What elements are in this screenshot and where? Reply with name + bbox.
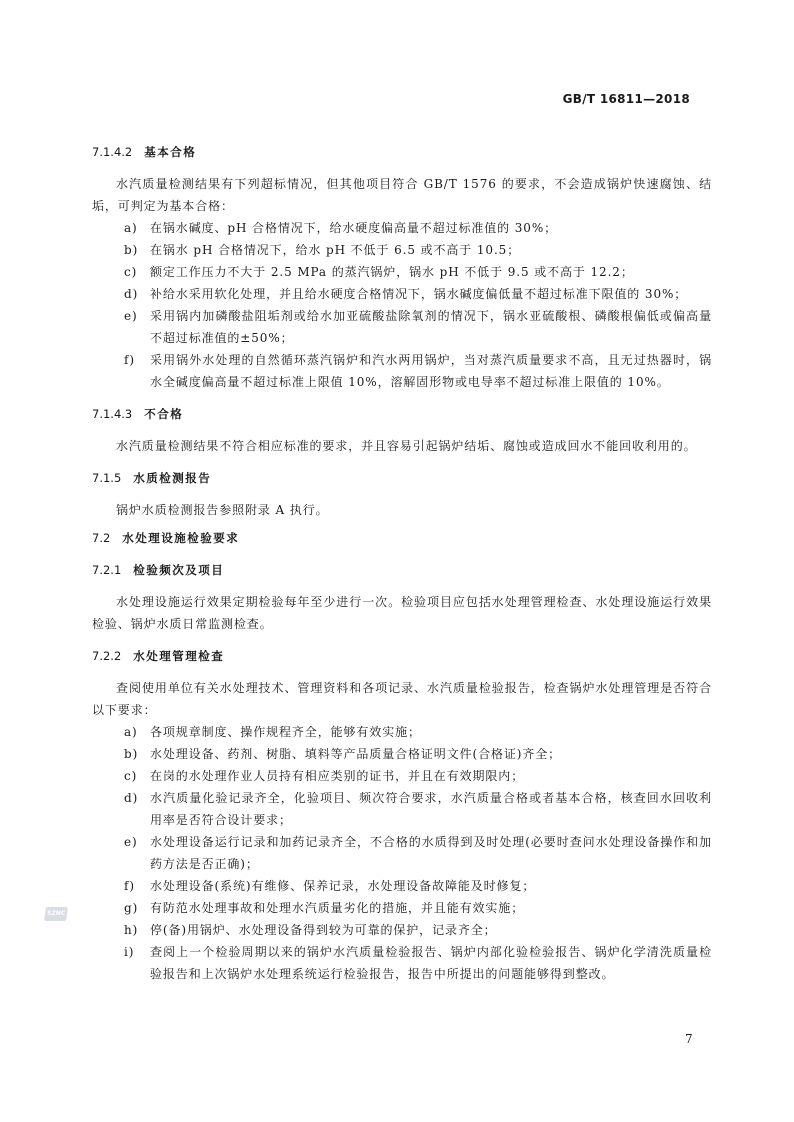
section-7-2-2-intro: 查阅使用单位有关水处理技术、管理资料和各项记录、水汽质量检验报告，检查锅炉水处理管理是否符合以下要求：	[92, 681, 712, 717]
section-title: 检验频次及项目	[133, 563, 225, 577]
list-item	[92, 897, 712, 919]
section-7-2-1-text: 水处理设施运行效果定期检验每年至少进行一次。检验项目应包括水处理管理检查、水处理设施运行效果检验、锅炉水质日常监测检查。	[92, 595, 712, 631]
section-7-1-4-2-heading	[92, 141, 712, 163]
standard-code: GB/T 16811—2018	[562, 92, 690, 106]
section-7-2-1-heading	[92, 559, 712, 581]
list-item-text: 采用锅外水处理的自然循环蒸汽锅炉和汽水两用锅炉，当对蒸汽质量要求不高，且无过热器时，锅水全碱度偏高量不超过标准上限值 10%，溶解固形物或电导率不超过标准上限值的 10%。	[150, 353, 712, 389]
watermark-logo: SZNC	[44, 907, 68, 921]
list-marker: e)	[124, 309, 138, 323]
list-item-text: 水处理设备(系统)有维修、保养记录，水处理设备故障能及时修复；	[150, 879, 536, 893]
list-marker: c)	[124, 769, 138, 783]
section-7-1-4-3-heading	[92, 403, 712, 425]
list-marker: e)	[124, 835, 138, 849]
section-title: 水质检测报告	[133, 471, 212, 485]
list-item-text: 采用锅内加磷酸盐阻垢剂或给水加亚硫酸盐除氧剂的情况下，锅水亚硫酸根、磷酸根偏低或偏高量不超过标准值的±50%；	[150, 309, 712, 345]
list-item-text: 在锅水碱度、pH 合格情况下，给水硬度偏高量不超过标准值的 30%；	[150, 221, 558, 235]
section-title: 水处理设施检验要求	[122, 531, 240, 545]
list-item-text: 在岗的水处理作业人员持有相应类别的证书，并且在有效期限内；	[150, 769, 525, 783]
section-title: 水处理管理检查	[133, 649, 225, 663]
list-marker: f)	[124, 353, 135, 367]
list-item	[92, 283, 712, 305]
section-number: 7.1.5	[92, 471, 122, 485]
list-item-text: 停(备)用锅炉、水处理设备得到较为可靠的保护，记录齐全；	[150, 923, 497, 937]
list-item	[92, 261, 712, 283]
list-item	[92, 721, 712, 743]
section-7-2-heading	[92, 527, 712, 549]
page-content	[92, 141, 712, 995]
list-item	[92, 743, 712, 765]
list-item-text: 各项规章制度、操作规程齐全，能够有效实施；	[150, 725, 421, 739]
list-item	[92, 765, 712, 787]
section-number: 7.1.4.2	[92, 145, 133, 159]
water-treatment-check-list	[92, 721, 712, 985]
section-7-1-4-2-intro: 水汽质量检测结果有下列超标情况，但其他项目符合 GB/T 1576 的要求，不会造成锅炉快速腐蚀、结垢，可判定为基本合格：	[92, 177, 712, 213]
list-marker: d)	[124, 791, 139, 805]
list-item	[92, 875, 712, 897]
section-title: 不合格	[144, 407, 184, 421]
list-item-text: 水处理设备运行记录和加药记录齐全，不合格的水质得到及时处理(必要时查问水处理设备操作和加药方法是否正确)；	[150, 835, 712, 871]
section-title: 基本合格	[144, 145, 197, 159]
list-marker: i)	[124, 945, 135, 959]
list-item	[92, 787, 712, 831]
section-7-1-4-3-text: 水汽质量检测结果不符合相应标准的要求，并且容易引起锅炉结垢、腐蚀或造成回水不能回收利用的。	[116, 439, 697, 453]
list-item-text: 有防范水处理事故和处理水汽质量劣化的措施，并且能有效实施；	[150, 901, 525, 915]
section-number: 7.2.1	[92, 563, 122, 577]
list-marker: a)	[124, 725, 138, 739]
list-item-text: 补给水采用软化处理，并且给水硬度合格情况下，锅水碱度偏低量不超过标准下限值的 30%；	[150, 287, 688, 301]
list-marker: b)	[124, 747, 139, 761]
section-7-2-2-heading	[92, 645, 712, 667]
list-marker: h)	[124, 923, 139, 937]
list-item-text: 水汽质量化验记录齐全，化验项目、频次符合要求，水汽质量合格或者基本合格，核查回水回收利用率是否符合设计要求；	[150, 791, 712, 827]
list-item-text: 查阅上一个检验周期以来的锅炉水汽质量检验报告、锅炉内部化验检验报告、锅炉化学清洗质量检验报告和上次锅炉水处理系统运行检验报告，报告中所提出的问题能够得到整改。	[150, 945, 712, 981]
section-number: 7.2.2	[92, 649, 122, 663]
list-marker: d)	[124, 287, 139, 301]
list-marker: a)	[124, 221, 138, 235]
list-item	[92, 349, 712, 393]
list-item	[92, 919, 712, 941]
section-number: 7.2	[92, 531, 111, 545]
list-item	[92, 305, 712, 349]
list-marker: f)	[124, 879, 135, 893]
list-item	[92, 941, 712, 985]
list-item-text: 额定工作压力不大于 2.5 MPa 的蒸汽锅炉，锅水 pH 不低于 9.5 或不高于 12.2；	[150, 265, 634, 279]
section-number: 7.1.4.3	[92, 407, 133, 421]
list-marker: g)	[124, 901, 139, 915]
list-item	[92, 831, 712, 875]
list-item-text: 水处理设备、药剂、树脂、填料等产品质量合格证明文件(合格证)齐全；	[150, 747, 562, 761]
list-item-text: 在锅水 pH 合格情况下，给水 pH 不低于 6.5 或不高于 10.5；	[150, 243, 521, 257]
list-marker: b)	[124, 243, 139, 257]
basic-qualified-list	[92, 217, 712, 393]
page-number: 7	[685, 1032, 693, 1046]
list-item	[92, 217, 712, 239]
section-7-1-5-heading	[92, 467, 712, 489]
section-7-1-5-text: 锅炉水质检测报告参照附录 A 执行。	[116, 503, 329, 517]
list-marker: c)	[124, 265, 138, 279]
list-item	[92, 239, 712, 261]
